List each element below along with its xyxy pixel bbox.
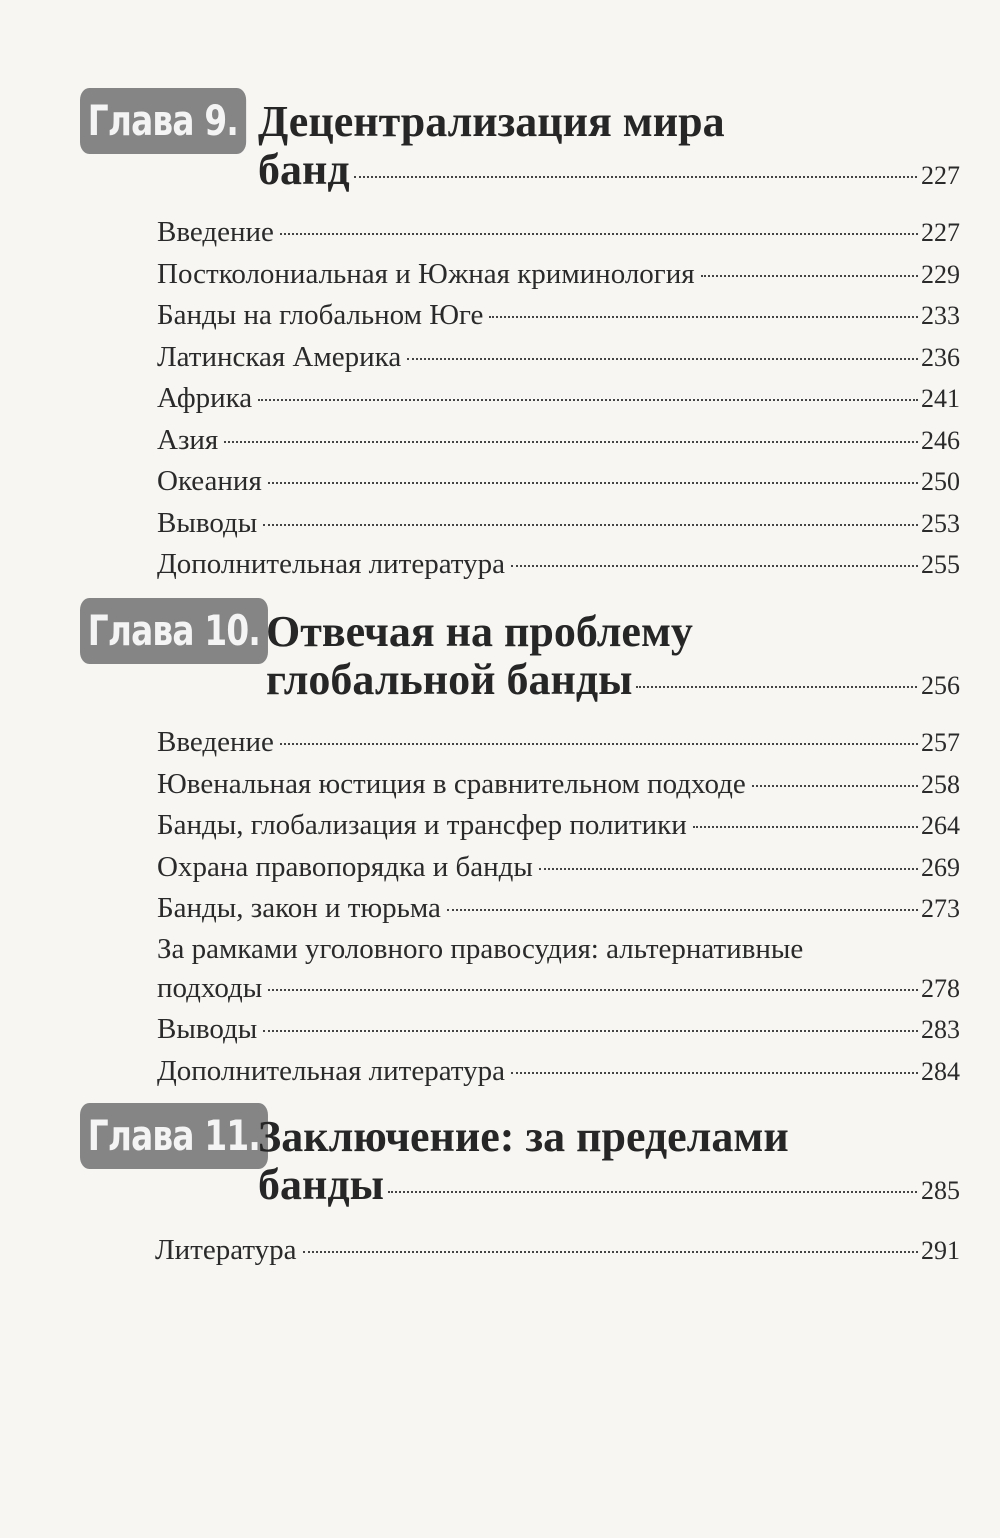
toc-entry-label: Азия	[157, 423, 219, 456]
leader-dots	[539, 868, 918, 870]
toc-entry-page: 233	[921, 301, 960, 330]
chapter-9-badge: Глава 9.	[80, 88, 246, 154]
toc-entry	[157, 1051, 960, 1093]
toc-entry	[157, 254, 960, 296]
chapter-10-badge: Глава 10.	[80, 598, 268, 664]
chapter-9-title-line1: Децентрализация мира	[258, 97, 725, 146]
toc-entry-page: 291	[921, 1236, 960, 1265]
toc-entry-label: Банды, глобализация и трансфер политики	[157, 809, 687, 841]
chapter-9-title-line2	[258, 144, 960, 202]
chapter-10-title-line1: Отвечая на проблему	[266, 607, 693, 656]
chapter-10-heading	[80, 598, 960, 708]
toc-entry-page: 269	[921, 852, 960, 882]
toc-entry-label: Введение	[157, 216, 274, 248]
leader-dots	[263, 1030, 918, 1032]
leader-dots	[388, 1191, 917, 1193]
leader-dots	[354, 176, 917, 178]
leader-dots	[511, 565, 918, 567]
toc-entry	[157, 764, 960, 806]
chapter-9-title-text: банд	[258, 145, 350, 194]
toc-entry-page: 284	[921, 1056, 960, 1086]
toc-entry-label: Дополнительная литература	[157, 548, 505, 580]
toc-entry	[157, 847, 960, 889]
toc-entry	[157, 378, 960, 420]
chapter-11-title-line2	[258, 1159, 960, 1217]
leader-dots	[258, 399, 918, 401]
toc-entry-label: Банды на глобальном Юге	[157, 299, 484, 331]
chapter-9-entries	[157, 212, 960, 586]
chapter-11-entries	[155, 1230, 960, 1272]
chapter-10-page-number: 256	[921, 671, 960, 700]
toc-entry-page: 258	[921, 769, 960, 799]
leader-dots	[447, 909, 918, 911]
toc-entry	[157, 461, 960, 503]
toc-entry	[157, 420, 960, 462]
toc-entry	[157, 805, 960, 847]
toc-entry-page: 278	[921, 973, 960, 1003]
leader-dots	[303, 1251, 918, 1253]
chapter-11-title-line1: Заключение: за пределами	[258, 1112, 789, 1161]
toc-entry-page: 227	[921, 218, 960, 247]
leader-dots	[511, 1072, 918, 1074]
toc-entry-page: 264	[921, 811, 960, 840]
toc-entry-label: Банды, закон и тюрьма	[157, 892, 441, 924]
toc-entry-page: 250	[921, 467, 960, 496]
toc-entry	[157, 968, 960, 1010]
leader-dots	[752, 785, 918, 787]
chapter-11-title-text: банды	[258, 1160, 384, 1209]
toc-entry-page: 255	[921, 550, 960, 579]
toc-entry-label: Охрана правопорядка и банды	[157, 850, 533, 883]
toc-entry	[157, 212, 960, 254]
toc-entry-label: Африка	[157, 382, 253, 414]
leader-dots	[268, 989, 918, 991]
toc-entry-label-line1: За рамками уголовного правосудия: альтернативные	[157, 932, 804, 965]
chapter-9-page-number: 227	[921, 161, 960, 190]
toc-entry-label: Введение	[157, 726, 274, 758]
toc-entry-label: Океания	[157, 465, 262, 497]
toc-entry-label: подходы	[157, 971, 263, 1004]
toc-entry-page: 273	[921, 894, 960, 923]
toc-entry	[157, 337, 960, 379]
leader-dots	[224, 441, 918, 443]
toc-entry-page: 253	[921, 508, 960, 538]
chapter-10-entries	[157, 722, 960, 1092]
toc-entry-page: 257	[921, 728, 960, 757]
toc-entry-page: 241	[921, 384, 960, 413]
chapter-10-title-line2	[266, 654, 960, 712]
leader-dots	[268, 482, 918, 484]
toc-entry	[157, 544, 960, 586]
chapter-11-heading	[80, 1103, 960, 1213]
leader-dots	[489, 316, 918, 318]
toc-entry-label: Выводы	[157, 506, 258, 539]
leader-dots	[280, 743, 918, 745]
toc-entry-label: Выводы	[157, 1013, 258, 1045]
toc-entry	[157, 1009, 960, 1051]
toc-entry-page: 236	[921, 342, 960, 372]
leader-dots	[693, 826, 918, 828]
toc-entry-page: 229	[921, 259, 960, 289]
leader-dots	[407, 358, 918, 360]
chapter-9-heading	[80, 88, 960, 198]
toc-entry	[157, 722, 960, 764]
toc-entry-page: 283	[921, 1015, 960, 1044]
leader-dots	[701, 275, 918, 277]
leader-dots	[263, 524, 918, 526]
toc-entry	[157, 295, 960, 337]
chapter-11-badge: Глава 11.	[80, 1103, 268, 1169]
toc-entry-label: Дополнительная литература	[157, 1054, 505, 1087]
leader-dots	[636, 686, 917, 688]
toc-entry-label: Постколониальная и Южная криминология	[157, 257, 695, 290]
toc-entry-label: Ювенальная юстиция в сравнительном подходе	[157, 767, 746, 800]
toc-entry-label: Латинская Америка	[157, 340, 402, 373]
toc-entry-page: 246	[921, 425, 960, 455]
toc-entry-label: Литература	[155, 1234, 297, 1266]
toc-entry	[155, 1230, 960, 1272]
chapter-11-page-number: 285	[921, 1176, 960, 1205]
leader-dots	[280, 233, 918, 235]
toc-entry	[157, 503, 960, 545]
toc-entry	[157, 888, 960, 930]
chapter-10-title-text: глобальной банды	[266, 655, 633, 704]
